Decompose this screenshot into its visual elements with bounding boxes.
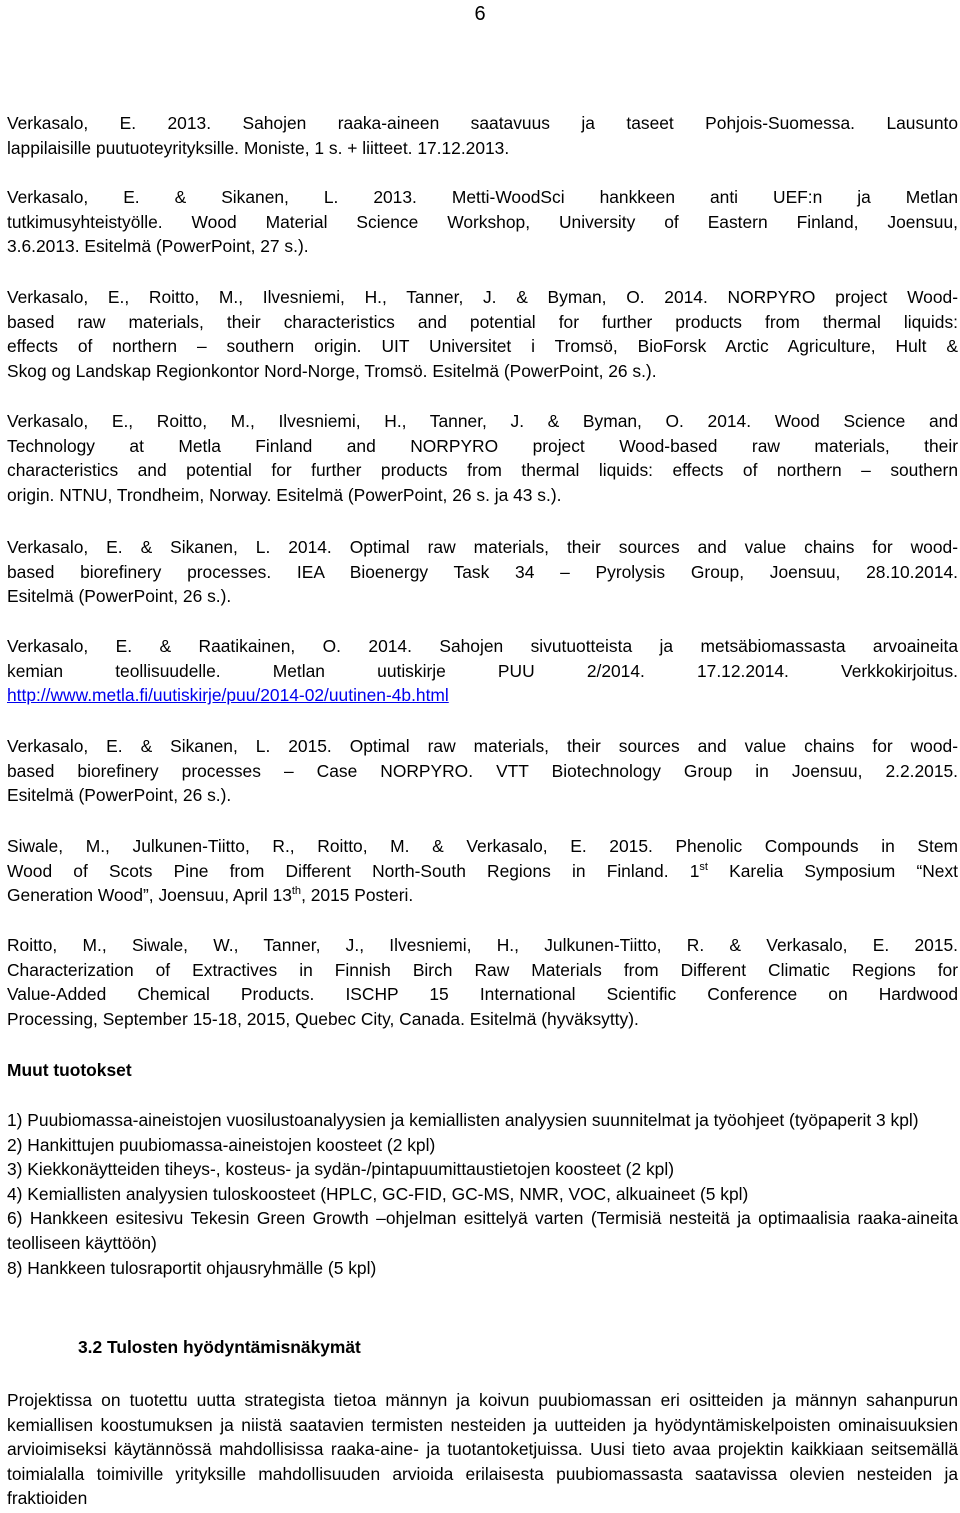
reference-line: based raw materials, their characteristics and potential for further products from thermal liquids: [7, 311, 958, 332]
ordinal-suffix: st [699, 860, 708, 873]
reference-text: Wood of Scots Pine from Different North-South Regions in Finland. 1 [7, 860, 700, 881]
reference-line: Esitelmä (PowerPoint, 26 s.). [7, 586, 232, 607]
reference-entry [7, 409, 958, 507]
reference-text: Karelia Symposium “Next [707, 860, 958, 881]
ordinal-suffix: th [291, 885, 302, 898]
reference-entry [7, 834, 958, 908]
reference-line: Siwale, M., Julkunen-Tiitto, R., Roitto, M. & Verkasalo, E. 2015. Phenolic Compounds in Stem [7, 836, 958, 856]
list-item: 6) Hankkeen esitesivu Tekesin Green Growth –ohjelman esittelyä varten (Termisiä nesteitä ja optimaalisia raaka-aineita teolliseen käyttöön) [7, 1208, 958, 1253]
list-item: 2) Hankittujen puubiomassa-aineistojen koosteet (2 kpl) [7, 1134, 436, 1155]
reference-line: Verkasalo, E. & Sikanen, L. 2013. Metti-WoodSci hankkeen anti UEF:n ja Metlan [7, 187, 958, 207]
reference-line: Esitelmä (PowerPoint, 26 s.). [7, 785, 232, 806]
reference-line: Value-Added Chemical Products. ISCHP 15 International Scientific Conference on Hardwood [7, 984, 958, 1005]
reference-line: Verkasalo, E. 2013. Sahojen raaka-aineen saatavuus ja taseet Pohjois-Suomessa. Lausunto [7, 113, 958, 133]
section-heading: 3.2 Tulosten hyödyntämisnäkymät [78, 1337, 361, 1357]
reference-entry [7, 933, 958, 1031]
list-item: 4) Kemiallisten analyysien tuloskoosteet (HPLC, GC-FID, GC-MS, NMR, VOC, alkuaineet (5 kpl) [7, 1183, 749, 1204]
reference-link[interactable]: http://www.metla.fi/uutiskirje/puu/2014-02/uutinen-4b.html [7, 685, 449, 706]
reference-line: Roitto, M., Siwale, W., Tanner, J., Ilvesniemi, H., Julkunen-Tiitto, R. & Verkasalo, E. 2015. [7, 935, 958, 955]
reference-entry [7, 734, 958, 808]
reference-line [7, 859, 958, 884]
reference-line: Verkasalo, E., Roitto, M., Ilvesniemi, H., Tanner, J. & Byman, O. 2014. Wood Science and [7, 411, 958, 431]
reference-line: 3.6.2013. Esitelmä (PowerPoint, 27 s.). [7, 236, 309, 257]
reference-line: Skog og Landskap Regionkontor Nord-Norge, Tromsö. Esitelmä (PowerPoint, 26 s.). [7, 360, 657, 381]
reference-entry [7, 285, 958, 383]
reference-line: Verkasalo, E. & Sikanen, L. 2014. Optimal raw materials, their sources and value chains for wood- [7, 537, 958, 557]
reference-entry [7, 185, 958, 259]
reference-line: Processing, September 15-18, 2015, Quebec City, Canada. Esitelmä (hyväksytty). [7, 1008, 639, 1029]
reference-text: Generation Wood”, Joensuu, April 13 [7, 885, 292, 906]
list-item: 1) Puubiomassa-aineistojen vuosilustoanalyysien ja kemiallisten analyysien suunnitelmat ja työohjeet (työpaperit 3 kpl) [7, 1110, 919, 1130]
list-item: 8) Hankkeen tulosraportit ohjausryhmälle (5 kpl) [7, 1257, 377, 1278]
page-number: 6 [474, 3, 486, 25]
reference-line: based biorefinery processes. IEA Bioenergy Task 34 – Pyrolysis Group, Joensuu, 28.10.2014. [7, 561, 958, 582]
reference-line: effects of northern – southern origin. UIT Universitet i Tromsö, BioForsk Arctic Agriculture, Hult & [7, 336, 958, 357]
reference-line: Characterization of Extractives in Finnish Birch Raw Materials from Different Climatic Regions for [7, 959, 958, 980]
reference-text: , 2015 Posteri. [301, 885, 414, 906]
reference-line: Verkasalo, E., Roitto, M., Ilvesniemi, H., Tanner, J. & Byman, O. 2014. NORPYRO project Wood- [7, 287, 958, 307]
reference-line [7, 883, 958, 908]
reference-entry [7, 634, 958, 708]
reference-line: characteristics and potential for further products from thermal liquids: effects of northern – southern [7, 460, 958, 481]
list-item: 3) Kiekkonäytteiden tiheys-, kosteus- ja sydän-/pintapuumittaustietojen koosteet (2 kpl) [7, 1159, 674, 1180]
reference-line: kemian teollisuudelle. Metlan uutiskirje PUU 2/2014. 17.12.2014. Verkkokirjoitus. [7, 660, 958, 681]
reference-line: based biorefinery processes – Case NORPYRO. VTT Biotechnology Group in Joensuu, 2.2.2015. [7, 760, 958, 781]
reference-entry [7, 535, 958, 609]
reference-line: Verkasalo, E. & Raatikainen, O. 2014. Sahojen sivutuotteista ja metsäbiomassasta arvoaineita [7, 636, 958, 656]
other-outputs-heading: Muut tuotokset [7, 1060, 132, 1080]
reference-entry [7, 111, 958, 160]
reference-line: Verkasalo, E. & Sikanen, L. 2015. Optimal raw materials, their sources and value chains for wood- [7, 736, 958, 756]
reference-line: Technology at Metla Finland and NORPYRO project Wood-based raw materials, their [7, 435, 958, 456]
reference-line: tutkimusyhteistyölle. Wood Material Science Workshop, University of Eastern Finland, Joensuu, [7, 211, 958, 232]
reference-line: origin. NTNU, Trondheim, Norway. Esitelmä (PowerPoint, 26 s. ja 43 s.). [7, 484, 562, 505]
section-paragraph: Projektissa on tuotettu uutta strategista tietoa männyn ja koivun puubiomassan eri ositteiden ja männyn sahanpurun kemiallisen koostumuksen ja niistä saatavien termisten nesteiden ja uutteiden ja hyödyntämiskelpoisten ominaisuuksien arvioimiseksi käytännössä mahdollisissa raaka-aine- ja tuotantoketjuissa. Uusi tieto avaa projektin kaikkiaan seitsemällä toimialalla toimiville yrityksille mahdollisuuden arvioida erilaisesta puubiomassasta saatavissa olevien nesteiden ja fraktioiden [7, 1390, 958, 1509]
other-outputs-list [7, 1108, 958, 1280]
reference-line: lappilaisille puutuoteyrityksille. Moniste, 1 s. + liitteet. 17.12.2013. [7, 137, 510, 158]
